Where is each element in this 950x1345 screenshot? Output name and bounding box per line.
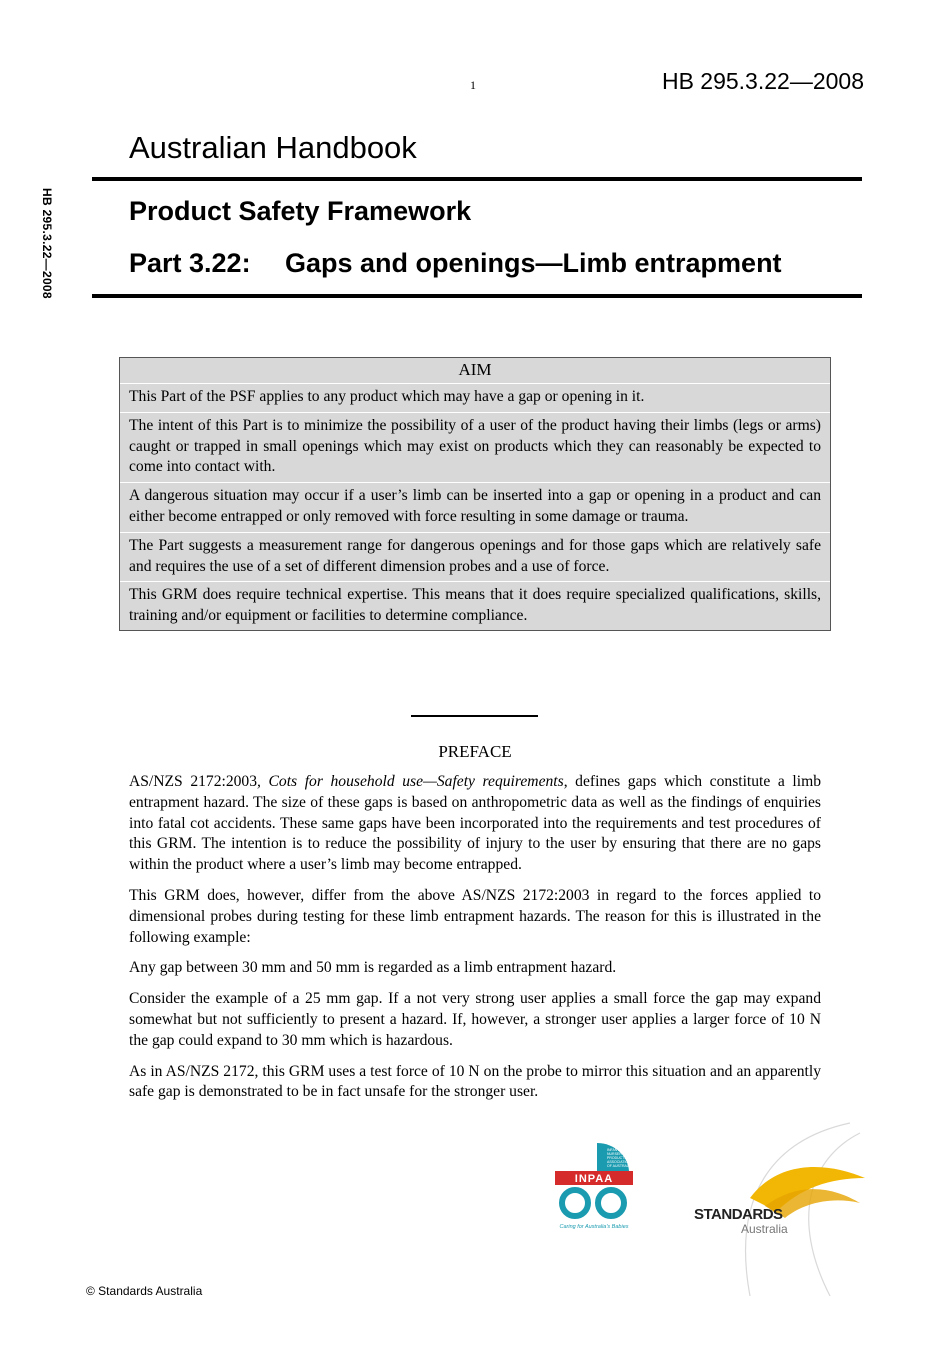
inpaa-small-text: INFANT & NURSERY PRODUCTS ASSOCIATION OF AUSTRALIA bbox=[607, 1148, 633, 1168]
pram-wheel-icon bbox=[562, 1190, 588, 1216]
side-document-code: HB 295.3.22—2008 bbox=[40, 188, 54, 299]
separator-text: , bbox=[257, 773, 269, 790]
part-title-text: Gaps and openings—Limb entrapment bbox=[285, 248, 782, 278]
preface-paragraph: As in AS/NZS 2172, this GRM uses a test force of 10 N on the probe to mirror this situation and an apparently safe gap is demonstrated to be in fact unsafe for the stronger user. bbox=[129, 1062, 821, 1101]
inpaa-logo-text: INPAA bbox=[574, 1173, 614, 1185]
preface-paragraph: This GRM does, however, differ from the above AS/NZS 2172:2003 in regard to the forces applied to dimensional probes during testing for these limb entrapment hazards. The reason for this is illustrated in the following example: bbox=[129, 886, 821, 946]
pram-wheel-icon bbox=[598, 1190, 624, 1216]
preface-text: , defines gaps which constitute a limb entrapment hazard. The size of these gaps is based on anthropometric data as well as the findings of enquiries into fatal cot accidents. These same gaps have been incorporated into the requirements and test procedures of this GRM. The intention is to reduce the possibility of injury to the user by ensuring that there are no gaps within the product where a user’s limb may become entrapped. bbox=[129, 773, 822, 874]
standard-title: Cots for household use—Safety requirements bbox=[268, 773, 564, 790]
aim-box bbox=[119, 357, 831, 631]
inpaa-tagline: Caring for Australia's Babies bbox=[559, 1224, 629, 1230]
standards-subtext: Australia bbox=[741, 1222, 788, 1236]
framework-title: Product Safety Framework bbox=[129, 196, 472, 226]
aim-heading: AIM bbox=[120, 358, 830, 384]
preface-body bbox=[129, 772, 821, 1113]
handbook-title: Australian Handbook bbox=[129, 130, 417, 165]
preface-heading: PREFACE bbox=[438, 742, 512, 761]
top-rule bbox=[92, 177, 862, 181]
copyright-footer: © Standards Australia bbox=[86, 1284, 203, 1298]
preface-paragraph: Any gap between 30 mm and 50 mm is regarded as a limb entrapment hazard. bbox=[129, 959, 617, 977]
preface-paragraph: Consider the example of a 25 mm gap. If a not very strong user applies a small force the gap may expand somewhat but not sufficiently to present a hazard. If, however, a stronger user applies a larger force of 10 N the gap could expand to 30 mm which is hazardous. bbox=[129, 990, 821, 1049]
aim-paragraph: The Part suggests a measurement range for dangerous openings and for those gaps which are relatively safe and requires the use of a set of different dimension probes and a use of force. bbox=[120, 533, 830, 583]
section-separator bbox=[411, 715, 538, 717]
aim-paragraph: This GRM does require technical expertise. This means that it does require specialized qualifications, skills, training and/or equipment or facilities to determine compliance. bbox=[129, 586, 821, 625]
part-number: Part 3.22: bbox=[129, 248, 251, 278]
document-code: HB 295.3.22—2008 bbox=[661, 68, 864, 94]
standards-wordmark: STANDARDS bbox=[694, 1206, 783, 1223]
logo-arc bbox=[809, 1133, 860, 1296]
bottom-rule bbox=[92, 294, 862, 298]
aim-paragraph: A dangerous situation may occur if a user’s limb can be inserted into a gap or opening in a product and can either become entrapped or only removed with force resulting in some damage or trauma. bbox=[120, 483, 830, 533]
aim-paragraph: The intent of this Part is to minimize the possibility of a user of the product having their limbs (legs or arms) caught or trapped in small openings which may exist on products which they can reasonably be expected to come into contact with. bbox=[120, 413, 830, 483]
aim-paragraph: This Part of the PSF applies to any product which may have a gap or opening in it. bbox=[120, 384, 830, 413]
inpaa-logo bbox=[547, 1133, 647, 1233]
page-number: 1 bbox=[470, 78, 476, 92]
part-title bbox=[129, 248, 782, 279]
standard-reference: AS/NZS 2172:2003 bbox=[129, 773, 258, 790]
preface-paragraph bbox=[129, 772, 821, 876]
